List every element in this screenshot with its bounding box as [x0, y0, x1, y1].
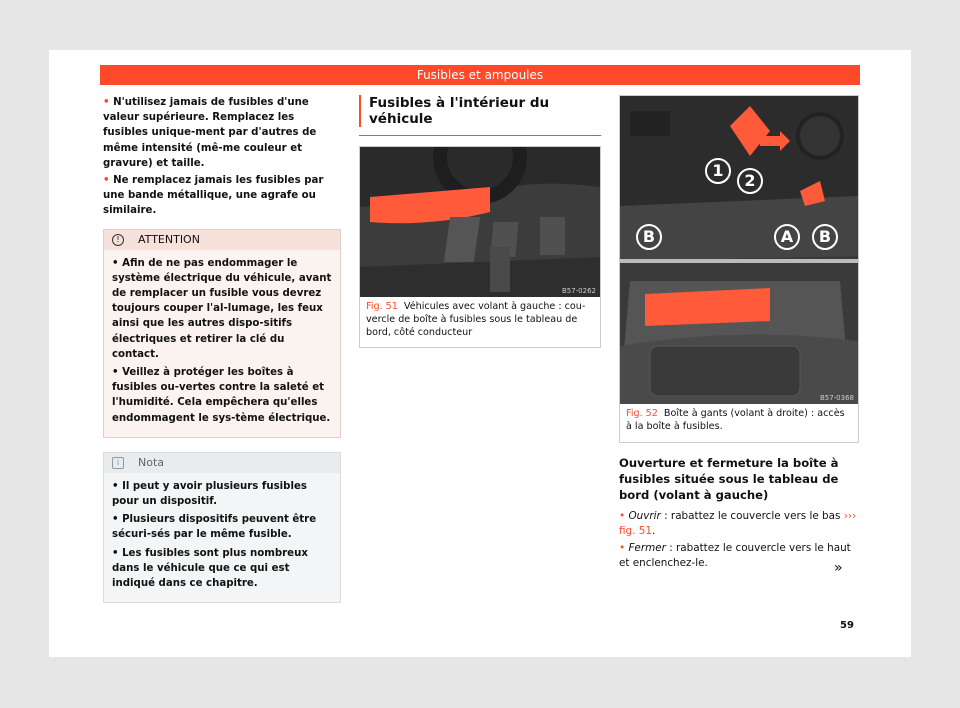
attention-body — [104, 250, 340, 437]
figure-link[interactable]: ››› fig. 51 — [619, 509, 857, 537]
nota-box — [103, 452, 341, 603]
figure-51 — [359, 146, 601, 348]
callout-1: 1 — [705, 158, 731, 184]
subsection-heading: Ouverture et fermeture la boîte à fusibles située sous le tableau de bord (volant à gauche) — [619, 455, 839, 502]
figure-52 — [619, 95, 859, 443]
heading-rule — [359, 135, 601, 136]
list-item: • Veillez à protéger les boîtes à fusibles ou-vertes contre la saleté et l'humidité. Cela empêchera qu'elles endommagent le sys-tème électrique. — [112, 367, 331, 424]
list-item: • Ne remplacez jamais les fusibles par une bande métallique, une agrafe ou similaire. — [103, 175, 324, 217]
continue-mark: » — [834, 560, 843, 576]
callout-b-right: B — [812, 224, 838, 250]
list-item: • N'utilisez jamais de fusibles d'une valeur supérieure. Remplacez les fusibles unique-ment par d'autres de même intensité (mê-me couleur et gravure) et taille. — [103, 97, 317, 169]
list-item: • Fermer : rabattez le couvercle vers le haut et enclenchez-le. — [619, 541, 851, 569]
list-item: • Ouvrir : rabattez le couvercle vers le bas ››› fig. 51. — [619, 509, 857, 537]
list-item: • Il peut y avoir plusieurs fusibles pour un dispositif. — [112, 480, 307, 508]
callout-a: A — [774, 224, 800, 250]
list-item: • Afin de ne pas endommager le système électrique du véhicule, avant de remplacer un fusible vous devrez toujours couper l'al-lumage, les feux ainsi que les autres dispo-sitifs électriques et retirer la clé du contact. — [112, 257, 332, 360]
figure-52-caption: Fig. 52 Boîte à gants (volant à droite) : accès à la boîte à fusibles. — [626, 408, 845, 432]
callout-2: 2 — [737, 168, 763, 194]
nota-body — [104, 473, 340, 602]
callout-b-left: B — [636, 224, 662, 250]
attention-title: ! ATTENTION — [104, 230, 340, 250]
figure-51-image — [360, 147, 600, 297]
attention-box — [103, 229, 341, 438]
figure-51-caption: Fig. 51 Véhicules avec volant à gauche : cou-vercle de boîte à fusibles sous le tableau de bord, côté conducteur — [366, 301, 586, 338]
instructions — [619, 509, 859, 571]
info-icon: i — [112, 457, 124, 469]
column-middle — [359, 95, 601, 348]
section-heading: Fusibles à l'intérieur du véhicule — [359, 95, 601, 127]
list-item: • Plusieurs dispositifs peuvent être sécuri-sés par le même fusible. — [112, 514, 317, 541]
bullet-icon: • — [619, 509, 626, 522]
warning-icon: ! — [112, 234, 124, 246]
bullet-icon: • — [619, 541, 626, 554]
bullet-icon: • — [103, 175, 110, 187]
bullet-icon: • — [103, 97, 110, 108]
image-code: B57-0262 — [561, 287, 596, 295]
page-number: 59 — [840, 620, 854, 631]
warning-bullets — [103, 95, 341, 219]
column-right — [619, 95, 859, 573]
footwell-illustration — [360, 147, 600, 297]
image-code: B57-0368 — [819, 394, 854, 402]
nota-title: i Nota — [104, 453, 340, 473]
figure-52-image — [620, 96, 858, 404]
glovebox-illustration — [620, 96, 858, 404]
list-item: • Les fusibles sont plus nombreux dans le véhicule que ce qui est indiqué dans ce chapitre. — [112, 547, 308, 590]
column-left — [103, 95, 341, 603]
section-header: Fusibles et ampoules — [100, 65, 860, 85]
